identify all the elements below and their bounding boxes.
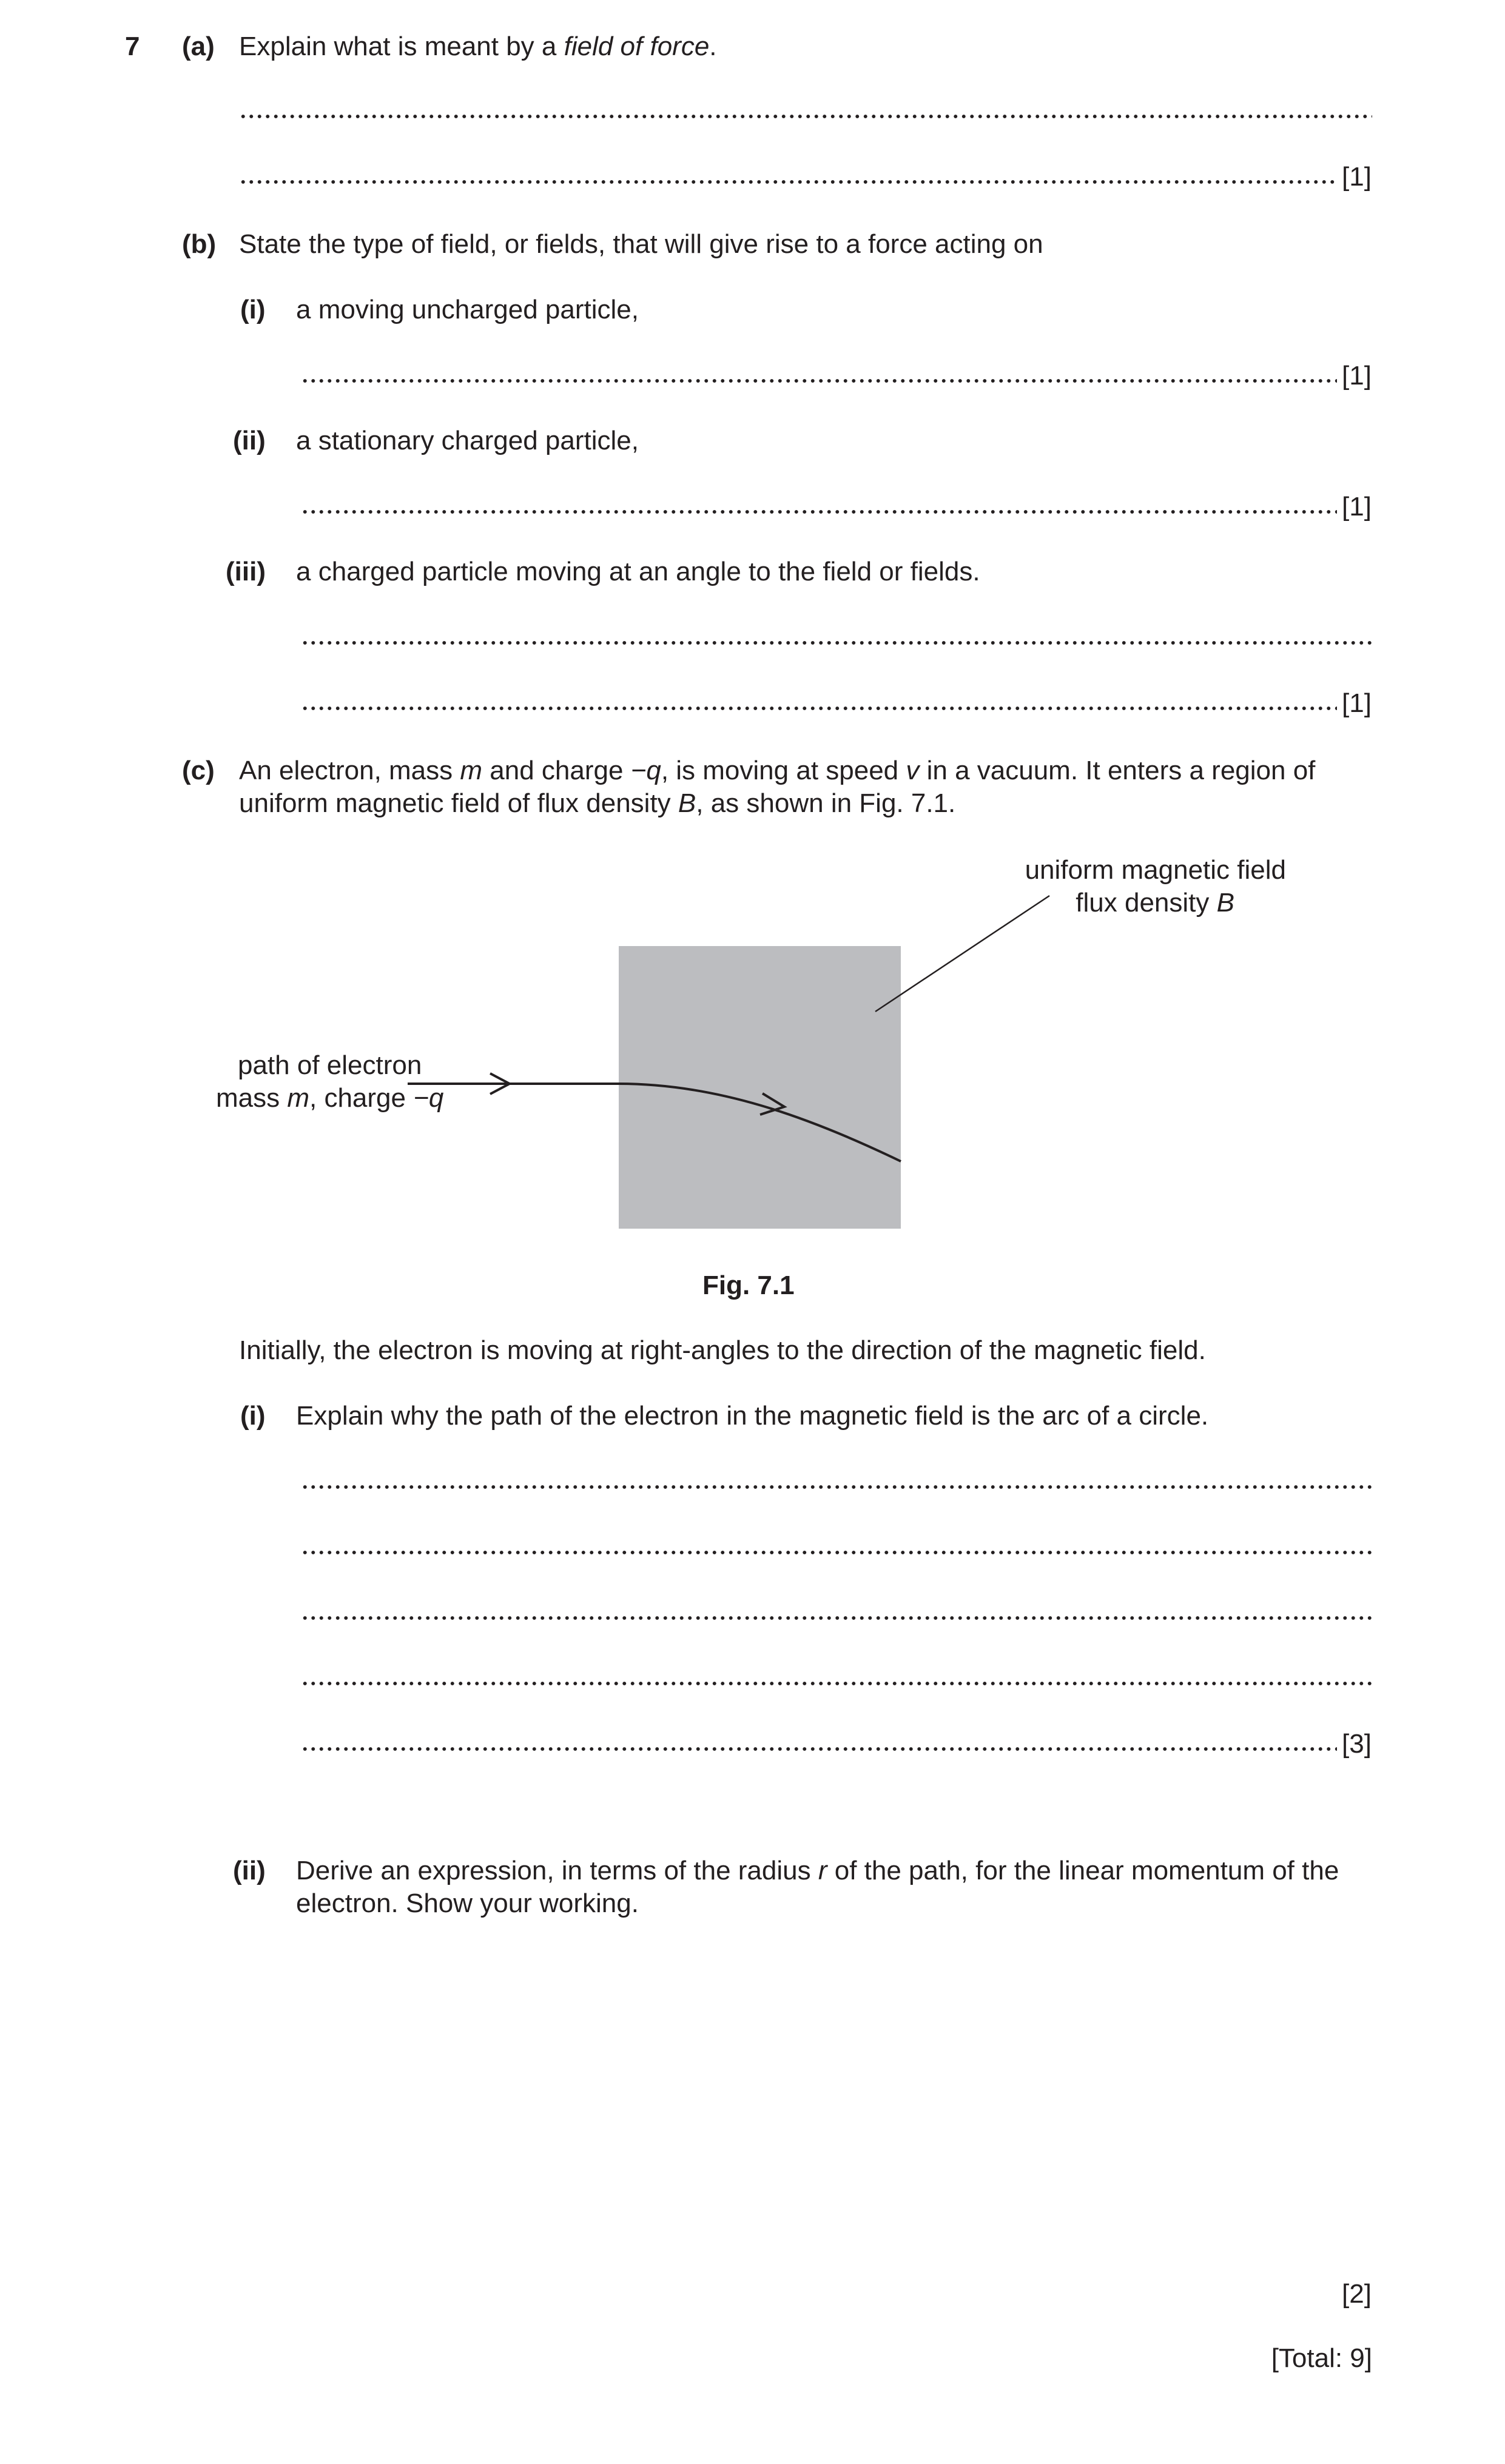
answer-line[interactable]	[301, 1616, 1372, 1620]
path-label: path of electron	[238, 1050, 422, 1080]
answer-line[interactable]	[301, 1485, 1372, 1489]
field-label: flux density B	[1076, 888, 1234, 918]
mark-allocation: [1]	[1342, 361, 1372, 391]
mark-allocation: [1]	[1342, 492, 1372, 522]
answer-line[interactable]	[301, 1747, 1337, 1751]
part-a-label: (a)	[182, 32, 215, 61]
part-c-initially: Initially, the electron is moving at right-angles to the direction of the magnetic field.	[239, 1335, 1206, 1365]
path-label: mass m, charge −q	[216, 1083, 444, 1113]
part-c-label: (c)	[182, 756, 215, 785]
mark-allocation: [1]	[1342, 688, 1372, 718]
sub-text: Derive an expression, in terms of the radius r of the path, for the linear momentum of the	[296, 1856, 1339, 1885]
mark-allocation: [2]	[1342, 2279, 1372, 2309]
part-b-label: (b)	[182, 229, 217, 259]
magnetic-field-region	[619, 946, 901, 1229]
part-c-line1: An electron, mass m and charge −q, is moving at speed v in a vacuum. It enters a region of	[239, 756, 1316, 785]
sub-text: electron. Show your working.	[296, 1888, 639, 1918]
answer-space[interactable]	[296, 1941, 1327, 2256]
sub-label: (ii)	[233, 426, 266, 455]
part-c-line2: uniform magnetic field of flux density B, as shown in Fig. 7.1.	[239, 788, 956, 818]
sub-text: a charged particle moving at an angle to the field or fields.	[296, 557, 980, 586]
part-a-text: Explain what is meant by a field of force.	[239, 32, 717, 61]
sub-text: a moving uncharged particle,	[296, 295, 639, 324]
mark-allocation: [1]	[1342, 162, 1372, 192]
sub-label: (i)	[240, 295, 266, 324]
part-b-stem: State the type of field, or fields, that will give rise to a force acting on	[239, 229, 1043, 259]
sub-label: (ii)	[233, 1856, 266, 1885]
question-number: 7	[125, 32, 140, 61]
answer-line[interactable]	[301, 1550, 1372, 1555]
answer-line[interactable]	[301, 1681, 1372, 1686]
mark-allocation: [3]	[1342, 1729, 1372, 1759]
field-label: uniform magnetic field	[1025, 855, 1286, 885]
sub-label: (i)	[240, 1401, 266, 1431]
sub-label: (iii)	[226, 557, 266, 586]
sub-text: Explain why the path of the electron in the magnetic field is the arc of a circle.	[296, 1401, 1209, 1431]
figure-caption: Fig. 7.1	[702, 1271, 795, 1300]
sub-text: a stationary charged particle,	[296, 426, 639, 455]
total-marks: [Total: 9]	[1271, 2343, 1372, 2373]
